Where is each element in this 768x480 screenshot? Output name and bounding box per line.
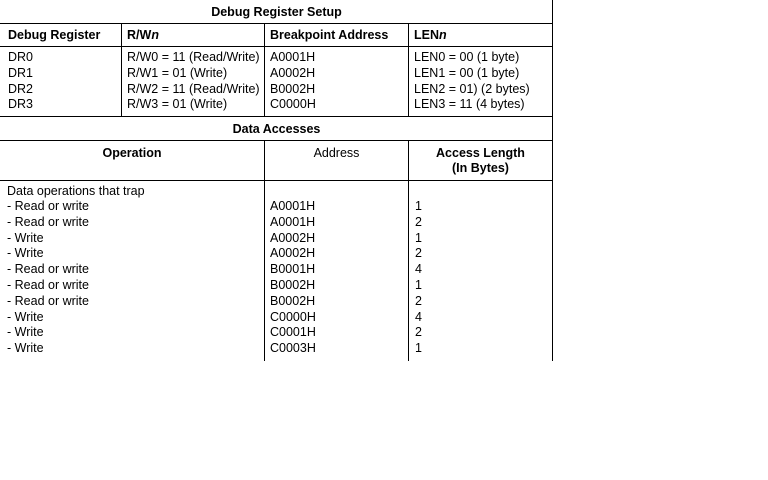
table-cell: B0002H xyxy=(270,293,316,308)
table-cell: A0002H xyxy=(270,65,316,80)
rule xyxy=(0,23,553,24)
table-cell: - Write xyxy=(7,341,44,356)
accesses-addr-column xyxy=(270,199,316,357)
header-rw-suffix: n xyxy=(151,28,159,42)
table-cell: LEN0 = 00 (1 byte) xyxy=(414,50,520,64)
rule xyxy=(264,23,265,117)
table-cell: B0002H xyxy=(270,81,316,96)
setup-addr-column xyxy=(270,50,316,113)
accesses-len-column xyxy=(415,199,422,357)
table-cell: 2 xyxy=(415,214,422,229)
table-cell: - Write xyxy=(7,246,44,261)
table-cell: R/W0 = 11 (Read/Write) xyxy=(127,50,260,64)
table-cell: C0000H xyxy=(270,97,316,112)
setup-rw-column xyxy=(127,50,260,113)
table-cell: A0001H xyxy=(270,199,316,213)
rule xyxy=(0,46,553,47)
table-cell: C0000H xyxy=(270,309,316,324)
rule xyxy=(0,116,553,117)
header-rw xyxy=(127,27,159,43)
table-cell: - Write xyxy=(7,325,44,340)
table-cell: R/W3 = 01 (Write) xyxy=(127,97,228,112)
header-access-length-unit: (In Bytes) xyxy=(452,161,509,175)
table-cell: 2 xyxy=(415,293,422,308)
table-cell: A0001H xyxy=(270,50,316,64)
header-len-suffix: n xyxy=(439,28,447,42)
rule xyxy=(552,0,553,361)
table-cell: A0001H xyxy=(270,214,316,229)
table-cell: B0001H xyxy=(270,262,316,277)
table-cell: B0002H xyxy=(270,277,316,292)
table-cell: 1 xyxy=(415,277,422,292)
table-cell: 1 xyxy=(415,341,422,356)
table-cell: LEN3 = 11 (4 bytes) xyxy=(414,97,525,112)
table-cell: 4 xyxy=(415,309,422,324)
header-access-length: Access Length xyxy=(436,146,525,160)
rule xyxy=(408,23,409,117)
table-cell: 2 xyxy=(415,325,422,340)
header-len-label: LEN xyxy=(414,28,439,42)
setup-reg-column xyxy=(8,50,33,113)
rule xyxy=(121,23,122,117)
table-cell: 4 xyxy=(415,262,422,277)
accesses-op-column xyxy=(7,199,89,357)
table-cell: DR3 xyxy=(8,97,34,112)
table-cell: 2 xyxy=(415,246,422,261)
rule xyxy=(0,180,553,181)
table-cell: - Read or write xyxy=(7,277,89,292)
accesses-intro: Data operations that trap xyxy=(7,184,145,198)
table-cell: R/W2 = 11 (Read/Write) xyxy=(127,81,260,96)
table-cell: DR2 xyxy=(8,81,34,96)
table-cell: A0002H xyxy=(270,246,316,261)
rule xyxy=(264,140,265,361)
table-cell: C0001H xyxy=(270,325,316,340)
table-cell: R/W1 = 01 (Write) xyxy=(127,65,228,80)
table-cell: 1 xyxy=(415,230,422,245)
header-rw-label: R/W xyxy=(127,28,152,42)
header-debug-register: Debug Register xyxy=(8,28,101,42)
header-address: Address xyxy=(313,146,360,160)
table-cell: 1 xyxy=(415,199,422,213)
header-breakpoint-address: Breakpoint Address xyxy=(270,28,389,42)
setup-len-column xyxy=(414,50,530,113)
table-cell: DR1 xyxy=(8,65,34,80)
table-cell: C0003H xyxy=(270,341,316,356)
table-cell: DR0 xyxy=(8,50,34,64)
accesses-title: Data Accesses xyxy=(232,122,321,136)
table-cell: - Write xyxy=(7,230,44,245)
table-cell: - Read or write xyxy=(7,293,89,308)
table-cell: - Read or write xyxy=(7,199,89,213)
table-cell: - Read or write xyxy=(7,214,89,229)
table-cell: - Write xyxy=(7,309,44,324)
header-len xyxy=(414,27,447,43)
table-cell: A0002H xyxy=(270,230,316,245)
rule xyxy=(0,140,553,141)
table-cell: - Read or write xyxy=(7,262,89,277)
header-operation: Operation xyxy=(102,146,162,160)
table-cell: LEN2 = 01) (2 bytes) xyxy=(414,81,530,96)
table-cell: LEN1 = 00 (1 byte) xyxy=(414,65,520,80)
setup-title: Debug Register Setup xyxy=(211,5,342,19)
